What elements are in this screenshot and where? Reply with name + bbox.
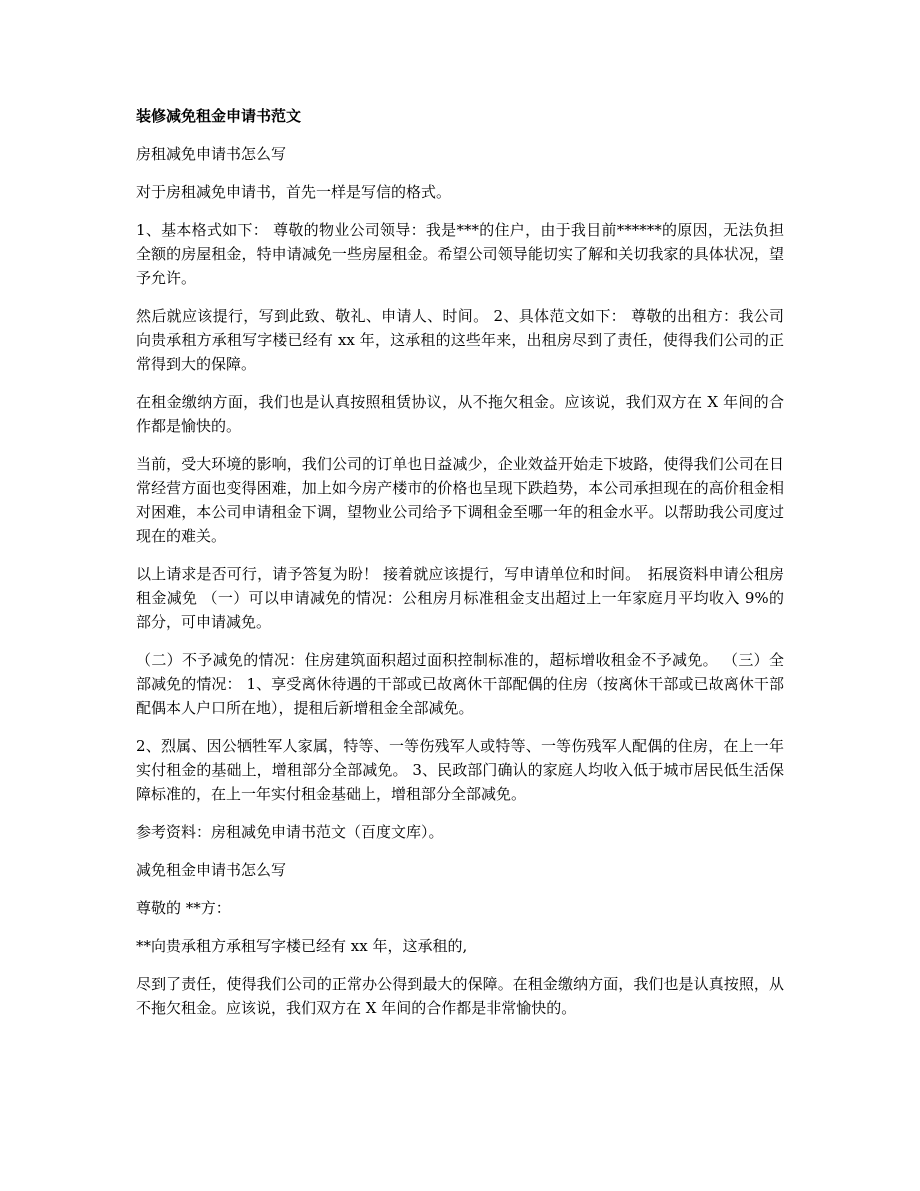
paragraph: 参考资料：房租减免申请书范文（百度文库）。 [136, 823, 444, 841]
document-body [136, 104, 784, 1034]
paragraph: 当前，受大环境的影响，我们公司的订单也日益减少，企业效益开始走下坡路，使得我们公司在日常经营方面也变得困难，加上如今房产楼市的价格也呈现下跌趋势，本公司承担现在的高价租金相对困难，本公司申请租金下调，望物业公司给予下调租金至哪一年的租金水平。以帮助我公司度过现在的难关。 [136, 455, 784, 545]
paragraph: 尊敬的 **方： [136, 899, 231, 917]
paragraph: 1、基本格式如下： 尊敬的物业公司领导：我是***的住户，由于我目前******的原因，无法负担全额的房屋租金，特申请减免一些房屋租金。希望公司领导能切实了解和关切我家的具体状况，望予允许。 [136, 221, 784, 287]
paragraph: **向贵承租方承租写字楼已经有 xx 年，这承租的, [136, 937, 468, 955]
paragraph: 房租减免申请书怎么写 [136, 145, 287, 163]
paragraph: 然后就应该提行，写到此致、敬礼、申请人、时间。 2、具体范文如下： 尊敬的出租方：我公司向贵承租方承租写字楼已经有 xx 年，这承租的这些年来，出租房尽到了责任，使得我们公司的正常得到大的保障。 [136, 307, 784, 373]
paragraph: 在租金缴纳方面，我们也是认真按照租赁协议，从不拖欠租金。应该说，我们双方在 X 年间的合作都是愉快的。 [136, 393, 784, 435]
paragraph: （二）不予减免的情况：住房建筑面积超过面积控制标准的，超标增收租金不予减免。 （三）全部减免的情况： 1、享受离休待遇的干部或已故离休干部配偶的住房（按离休干部或已故离休干部配偶本人户口所在地），提租后新增租金全部减免。 [136, 651, 784, 717]
document-title: 装修减免租金申请书范文 [136, 107, 302, 125]
paragraph: 以上请求是否可行，请予答复为盼！ 接着就应该提行，写申请单位和时间。 拓展资料申请公租房租金减免 （一）可以申请减免的情况：公租房月标准租金支出超过上一年家庭月平均收入 9%的部分，可申请减免。 [136, 565, 784, 631]
paragraph: 减免租金申请书怎么写 [136, 861, 287, 879]
paragraph: 2、烈属、因公牺牲军人家属，特等、一等伤残军人或特等、一等伤残军人配偶的住房，在上一年实付租金的基础上，增租部分全部减免。 3、民政部门确认的家庭人均收入低于城市居民低生活保障标准的，在上一年实付租金基础上，增租部分全部减免。 [136, 737, 784, 803]
paragraph: 对于房租减免申请书，首先一样是写信的格式。 [136, 183, 452, 201]
paragraph: 尽到了责任，使得我们公司的正常办公得到最大的保障。在租金缴纳方面，我们也是认真按照，从不拖欠租金。应该说，我们双方在 X 年间的合作都是非常愉快的。 [136, 975, 784, 1017]
